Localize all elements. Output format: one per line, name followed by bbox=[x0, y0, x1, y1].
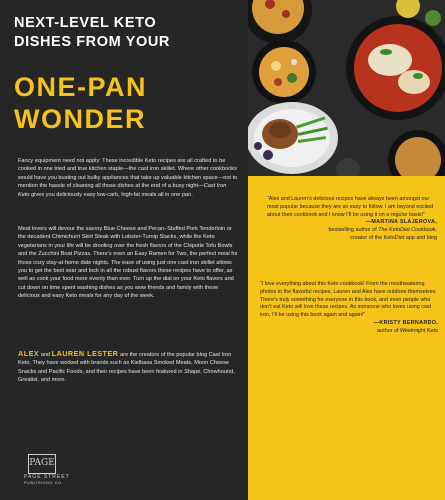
publisher-mark: PAGE bbox=[28, 454, 56, 474]
author-bio bbox=[18, 350, 238, 385]
headline-one-pan: ONE-PAN bbox=[14, 72, 148, 102]
description-paragraph-2: Meat lovers will devour the savory Blue Cheese and Pecan–Stuffed Pork Tenderloin or the decadent Chimichurri Skirt Steak with Lobster-Turnip Stacks, while the Keto vegetarians in your life will be drooling over the fresh flavors of the Chipotle Tofu Bowls and the Zucchini Boat Pizzas. There’s even an Easy Ramen for Two, the perfect meal for those cozy stay-at-home date nights. The ease of using just one cast iron skillet allows you to get the best sear and lock in all the robust flavors these recipes have to offer, as well as cook your food more evenly than ever. Turn up the dial on your Keto flavors and cut down on time spent washing dishes as you wow friends and family with these delicious and easy Keto meals for any day of the week. bbox=[18, 226, 238, 300]
food-photo-image bbox=[248, 0, 445, 176]
publisher-logo bbox=[24, 454, 86, 490]
publisher-name: PAGE STREET bbox=[24, 474, 70, 480]
food-photo bbox=[248, 0, 445, 176]
headline-line-2: DISHES FROM YOUR bbox=[14, 34, 170, 50]
reviewer-role bbox=[260, 328, 438, 336]
description-text: gives you deliciously easy low-carb, high-fat meals all in one pan. bbox=[29, 191, 193, 198]
description-text: Fancy equipment need not apply: These incredible Keto recipes are all crafted to be cooked in one tried and true kitchen staple—the cast iron skillet. Where other cookbooks would have you busting out bulky appliances that take up valuable kitchen space—not to mention the hassle of cleaning all those dishes at the end of a busy night— bbox=[18, 158, 238, 190]
author-name-lauren: LAUREN LESTER bbox=[51, 349, 119, 358]
review-2 bbox=[260, 281, 438, 336]
author-and: and bbox=[39, 352, 52, 358]
publisher-subname: PUBLISHING CO. bbox=[24, 481, 64, 485]
reviewer-name: —KRISTY BERNARDO, bbox=[373, 319, 438, 326]
reviewer-name: —MARTINA SLAJEROVA, bbox=[365, 219, 437, 226]
author-bio-text: , Chowhound, Greatist, and more. bbox=[18, 368, 235, 384]
review-quote: “Alex and Lauren’s delicious recipes have always been amongst our most popular because they are so easy to follow. I am beyond excited about their cookbook and I know I’ll be using it on a regular basis!” bbox=[267, 196, 434, 218]
reviewer-book-title: The KetoDiet Cookbook, bbox=[378, 227, 437, 234]
author-bio-italic: Shape bbox=[184, 368, 201, 375]
review-attribution bbox=[260, 320, 438, 336]
review-1 bbox=[267, 196, 437, 243]
review-quote: “I love everything about this Keto cookbook! From the mouthwatering photos to the flavorful recipes, Lauren and Alex have outdone themselves. There’s truly something for everyone in this book, and even people who don’t eat Keto will love these recipes. As someone who loves using cast iron, I’ll be using this book again and again!” bbox=[260, 281, 437, 319]
headline-wonder: WONDER bbox=[14, 104, 146, 134]
reviewer-role-text: author of bbox=[377, 327, 401, 334]
reviewer-role bbox=[267, 227, 437, 235]
description-paragraph-1 bbox=[18, 157, 238, 199]
book-title-italic: Cast Iron Keto bbox=[18, 183, 227, 198]
reviewer-role-text: bestselling author of bbox=[328, 227, 379, 234]
headline-line-1: NEXT-LEVEL KETO bbox=[14, 15, 157, 31]
author-bio-text: are the creators of the popular blog Cast Iron Keto. They have worked with brands such as Kielbasa Smoked Meats, Moon Cheese Snacks and Pacific Foods, and their recipes have been featured in bbox=[18, 352, 232, 375]
reviewer-role-line-2: creator of the KetoDiet app and blog bbox=[350, 234, 437, 241]
reviewer-book-title: Weeknight Keto bbox=[400, 327, 438, 334]
headline bbox=[14, 14, 234, 52]
author-name-alex: ALEX bbox=[18, 349, 40, 358]
review-attribution bbox=[267, 219, 437, 242]
